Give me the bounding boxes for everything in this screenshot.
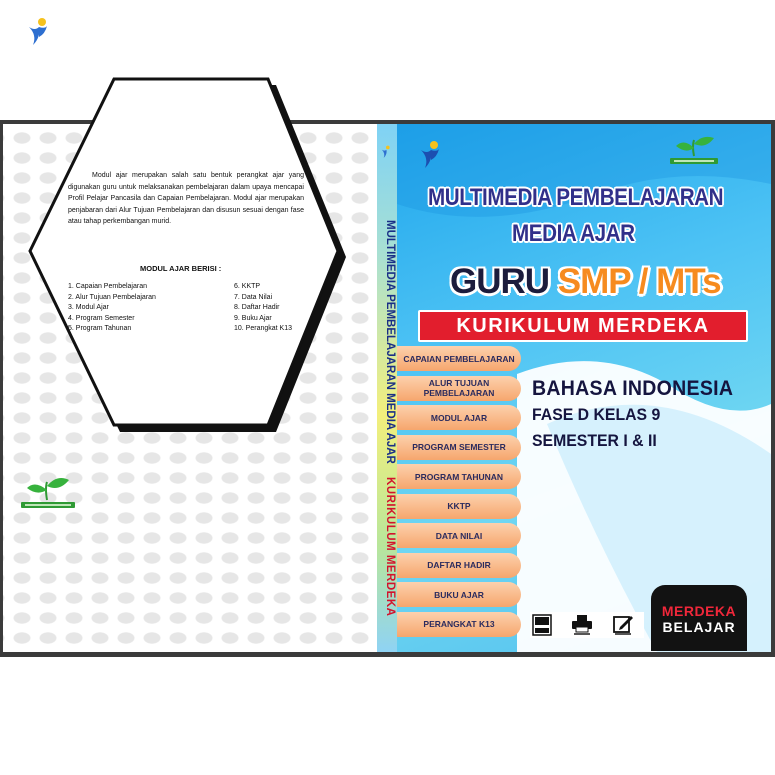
spine-title: MULTIMEDIA PEMBELAJARAN MEDIA AJAR	[384, 220, 396, 464]
publisher-logo-icon	[17, 474, 79, 514]
curriculum-banner: KURIKULUM MERDEKA	[418, 310, 748, 342]
badge-line1: MERDEKA	[661, 603, 737, 619]
contents-item: 6. KKTP	[234, 283, 261, 290]
spine-subtitle: KURIKULUM MERDEKA	[384, 477, 396, 617]
school-level-label: SMP / MTs	[557, 262, 721, 301]
contents-item: 5. Program Tahunan	[68, 325, 132, 332]
publisher-logo-icon	[668, 134, 720, 168]
contents-item: 8. Daftar Hadir	[234, 304, 280, 311]
tutwuri-logo-icon	[381, 145, 391, 159]
menu-item: CAPAIAN PEMBELAJARAN	[397, 346, 521, 371]
menu-item: PROGRAM SEMESTER	[397, 435, 521, 460]
contents-item: 7. Data Nilai	[234, 293, 273, 301]
description-hexagon	[28, 75, 348, 440]
semester-label: SEMESTER I & II	[532, 431, 657, 450]
badge-line2: BELAJAR	[662, 619, 736, 635]
contents-item: 4. Program Semester	[68, 314, 135, 322]
tutwuri-logo-icon	[419, 140, 441, 170]
tutwuri-logo-icon	[27, 17, 49, 47]
contents-list-left	[68, 282, 156, 335]
module-description: Modul ajar merupakan salah satu bentuk perangkat ajar yang digunakan guru untuk melaksanakan pembelajaran dalam upaya mencapai Profil Pelajar Pancasila dan Capaian Pembelajaran. Modul ajar merupakan penjabaran dari Alur Tujuan Pembelajaran dan disusun sesuai dengan fase atau tahap perkembangan murid.	[68, 172, 304, 225]
contents-item: 1. Capaian Pembelajaran	[68, 283, 147, 290]
edit-icon	[612, 614, 634, 636]
contents-title: MODUL AJAR BERISI :	[140, 264, 222, 273]
menu-item: BUKU AJAR	[397, 582, 521, 607]
menu-item: DAFTAR HADIR	[397, 553, 521, 578]
guru-label: GURU	[450, 262, 550, 301]
content-menu	[397, 346, 527, 641]
contents-list-right	[234, 282, 292, 335]
audience-title	[450, 262, 721, 302]
menu-item: ALUR TUJUAN PEMBELAJARAN	[397, 376, 521, 401]
menu-item: KKTP	[397, 494, 521, 519]
contents-item: 3. Modul Ajar	[68, 304, 109, 311]
cover-title-line1: MULTIMEDIA PEMBELAJARAN	[428, 184, 724, 211]
phase-class-label: FASE D KELAS 9	[532, 405, 661, 424]
cover-title-line2: MEDIA AJAR	[512, 220, 635, 247]
contents-item: 2. Alur Tujuan Pembelajaran	[68, 293, 156, 301]
menu-item: DATA NILAI	[397, 523, 521, 548]
menu-item: PERANGKAT K13	[397, 612, 521, 637]
subject-title: BAHASA INDONESIA	[532, 377, 734, 400]
contents-item: 10. Perangkat K13	[234, 325, 292, 332]
printer-icon	[570, 614, 594, 636]
merdeka-belajar-badge	[651, 585, 747, 651]
menu-item: PROGRAM TAHUNAN	[397, 464, 521, 489]
menu-item: MODUL AJAR	[397, 405, 521, 430]
contents-item: 9. Buku Ajar	[234, 314, 272, 322]
spine-text	[380, 220, 396, 617]
pc-icon	[532, 614, 552, 636]
